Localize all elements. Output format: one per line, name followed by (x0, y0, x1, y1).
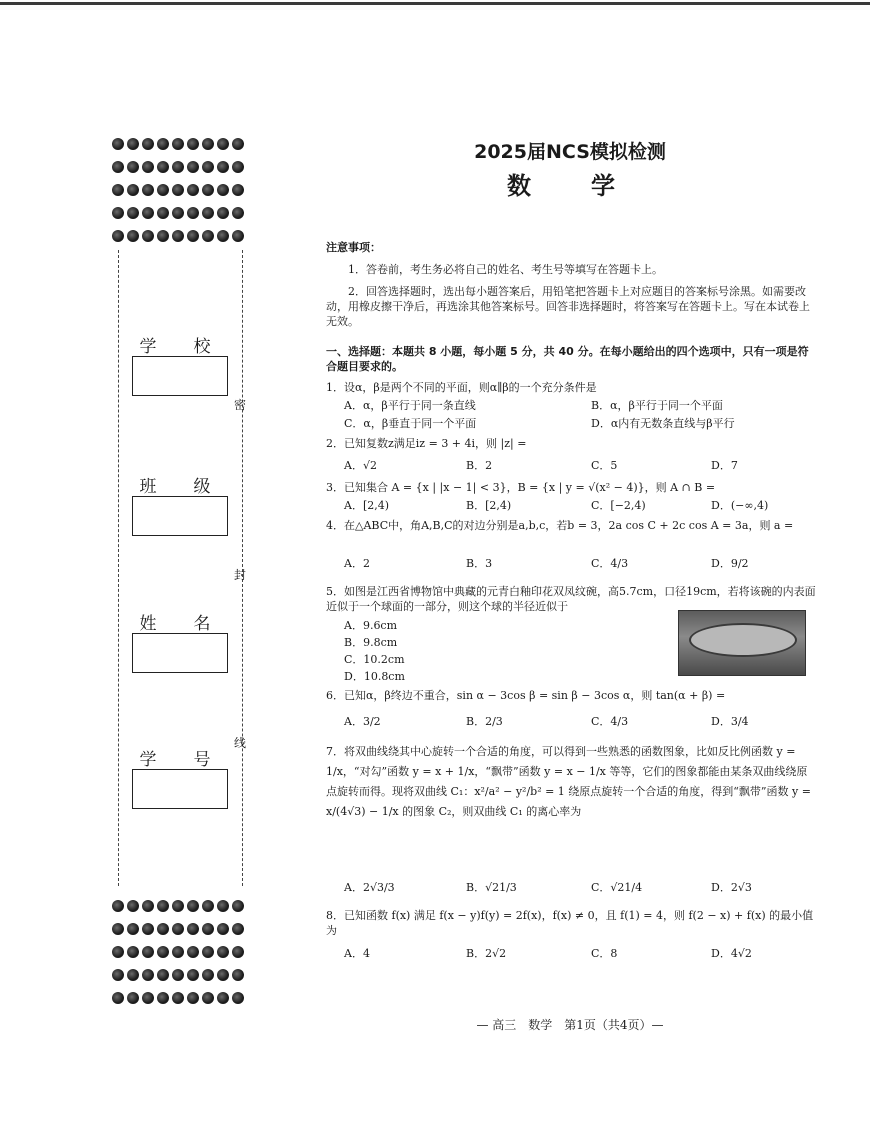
option-a: A．2√3/3 (344, 881, 395, 894)
question-4-stem: 4．在△ABC中，角A,B,C的对边分别是a,b,c，若b = 3，2a cos C + 2c cos A = 3a，则 a = (326, 519, 794, 532)
option-a: A．[2,4) (344, 499, 390, 512)
option-a: A．3/2 (344, 715, 381, 728)
question-1-stem: 1．设α，β是两个不同的平面，则α∥β的一个充分条件是 (326, 381, 597, 394)
class-field[interactable] (132, 496, 228, 536)
question-3-options (326, 498, 816, 520)
option-a: A．α，β平行于同一条直线 (344, 399, 476, 412)
page-footer: — 高三 数学 第1页（共4页）— (476, 1018, 664, 1032)
seal-char-mi: 密 (234, 398, 247, 412)
option-b: B．[2,4) (466, 499, 512, 512)
notice-item-1: 1．答卷前，考生务必将自己的姓名、考生号等填写在答题卡上。 (348, 263, 663, 276)
porcelain-bowl-photo (678, 610, 806, 676)
bottom-dot-pattern (112, 900, 252, 1015)
question-7-stem: 7．将双曲线绕其中心旋转一个合适的角度，可以得到一些熟悉的函数图象，比如反比例函数 y = 1/x，“对勾”函数 y = x + 1/x，“飘带”函数 y = x − 1/x 等等，它们的图象都能由某条双曲线绕原点旋转而得。现将双曲线 C₁：x²/a² − y²/b² = 1 绕原点旋转一个合适的角度，得到“飘带”函数 y = x/(4√3) − 1/x 的图象 C₂，则双曲线 C₁ 的离心率为 (326, 745, 811, 818)
option-b: B．2√2 (466, 947, 507, 960)
exam-title: 2025届NCS模拟检测 (474, 141, 666, 163)
question-4-options (326, 556, 816, 578)
option-c: C．8 (591, 947, 618, 960)
option-b: B．9.8cm (344, 636, 398, 649)
option-a: A．9.6cm (344, 619, 398, 632)
top-dot-pattern (112, 138, 252, 253)
question-6-stem: 6．已知α，β终边不重合，sin α − 3cos β = sin β − 3cos α，则 tan(α + β) = (326, 689, 726, 702)
question-5-stem: 5．如图是江西省博物馆中典藏的元青白釉印花双凤纹碗，高5.7cm，口径19cm，若将该碗的内表面近似于一个球面的一部分，则这个球的半径近似于 (326, 585, 816, 613)
option-b: B．2/3 (466, 715, 503, 728)
option-d: D．10.8cm (344, 670, 405, 683)
option-b: B．α，β平行于同一个平面 (591, 399, 723, 412)
top-border (0, 2, 870, 5)
section-heading: 一、选择题：本题共 8 小题，每小题 5 分，共 40 分。在每小题给出的四个选项中，只有一项是符合题目要求的。 (326, 345, 809, 373)
option-c: C．4/3 (591, 557, 629, 570)
option-a: A．4 (344, 947, 370, 960)
question-8-options (326, 946, 816, 968)
option-b: B．√21/3 (466, 881, 517, 894)
option-d: D．3/4 (711, 715, 749, 728)
question-2-stem: 2．已知复数z满足iz = 3 + 4i，则 |z| = (326, 437, 527, 450)
question-8-stem: 8．已知函数 f(x) 满足 f(x − y)f(y) = 2f(x)，f(x) ≠ 0，且 f(1) = 4，则 f(2 − x) + f(x) 的最小值为 (326, 909, 814, 937)
notice-item-2: 2．回答选择题时，选出每小题答案后，用铅笔把答题卡上对应题目的答案标号涂黑。如需要改动，用橡皮擦干净后，再选涂其他答案标号。回答非选择题时，将答案写在答题卡上。写在本试卷上无效。 (326, 285, 810, 328)
notice-heading: 注意事项： (326, 241, 381, 254)
option-b: B．3 (466, 557, 493, 570)
option-c: C．√21/4 (591, 881, 643, 894)
left-dashed-line (118, 250, 119, 886)
question-3-stem: 3．已知集合 A = {x | |x − 1| < 3}，B = {x | y = √(x² − 4)}，则 A ∩ B = (326, 481, 716, 494)
option-d: D．2√3 (711, 881, 752, 894)
name-field[interactable] (132, 633, 228, 673)
question-7-options (326, 880, 816, 902)
exam-subject: 数 学 (507, 172, 633, 200)
option-d: D．9/2 (711, 557, 749, 570)
option-d: D．α内有无数条直线与β平行 (591, 417, 735, 430)
student-id-field[interactable] (132, 769, 228, 809)
question-1-options-row2 (326, 416, 816, 438)
question-2-options (326, 458, 816, 480)
question-6-options (326, 714, 816, 736)
option-d: D．4√2 (711, 947, 752, 960)
class-label: 班 级 (139, 477, 221, 497)
option-a: A．√2 (344, 459, 377, 472)
binding-sidebar (112, 138, 252, 1008)
school-label: 学 校 (139, 337, 221, 357)
name-label: 姓 名 (139, 614, 221, 634)
option-c: C．α，β垂直于同一个平面 (344, 417, 477, 430)
option-c: C．[−2,4) (591, 499, 646, 512)
option-c: C．10.2cm (344, 653, 405, 666)
option-d: D．7 (711, 459, 738, 472)
seal-char-xian: 线 (234, 736, 247, 750)
option-a: A．2 (344, 557, 370, 570)
option-c: C．5 (591, 459, 618, 472)
school-field[interactable] (132, 356, 228, 396)
option-c: C．4/3 (591, 715, 629, 728)
student-id-label: 学 号 (139, 750, 221, 770)
option-d: D．(−∞,4) (711, 499, 769, 512)
option-b: B．2 (466, 459, 493, 472)
seal-char-feng: 封 (234, 568, 247, 582)
